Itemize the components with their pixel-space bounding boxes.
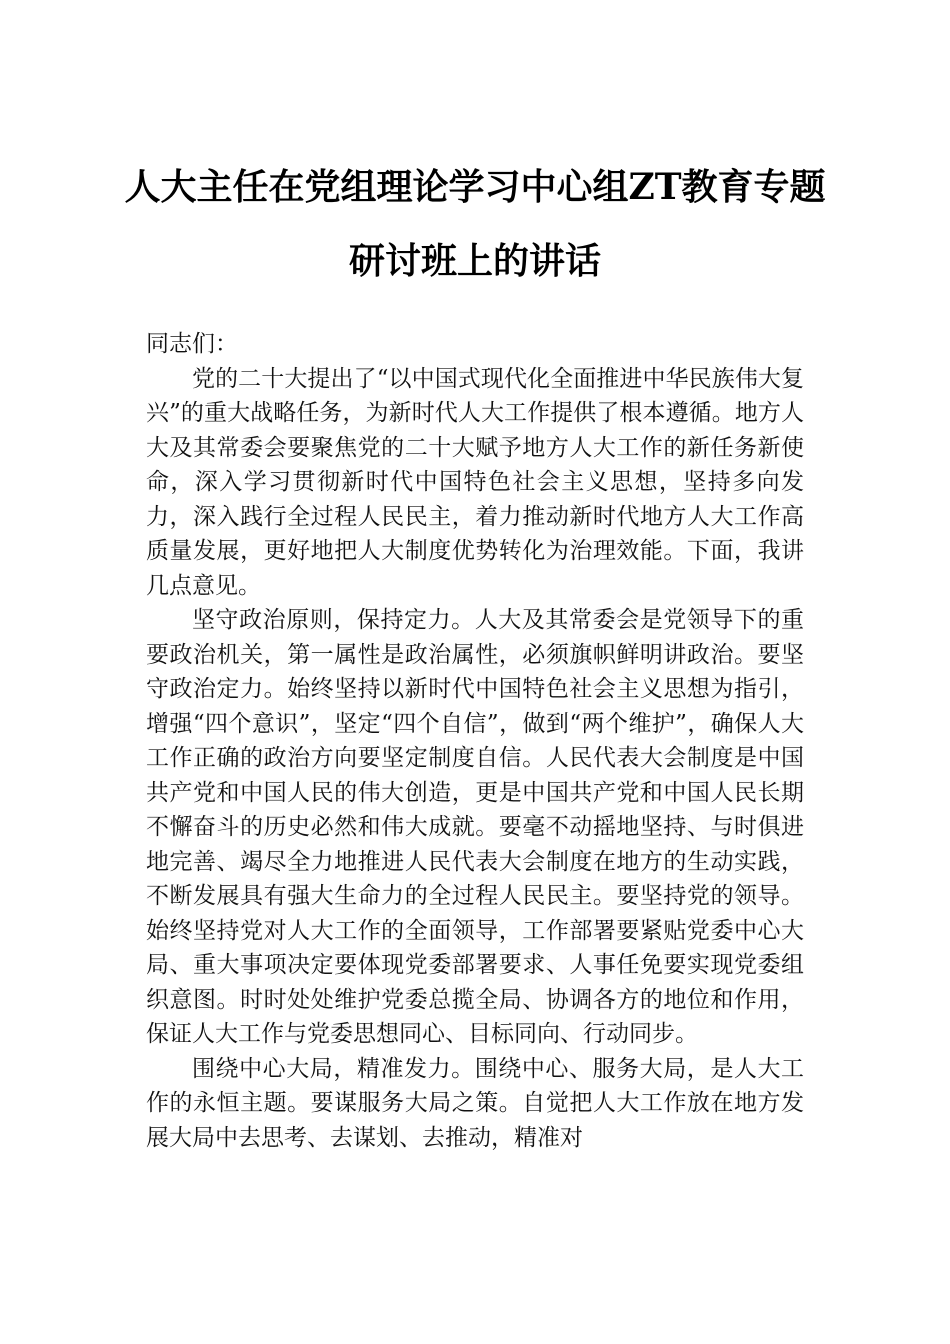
paragraph-central-tasks: 围绕中心大局，精准发力。围绕中心、服务大局，是人大工作的永恒主题。要谋服务大局之策。自觉把人大工作放在地方发展大局中去思考、去谋划、去推动，精准对 bbox=[146, 1055, 804, 1151]
document-body bbox=[146, 327, 804, 1155]
paragraph-intro: 党的二十大提出了“以中国式现代化全面推进中华民族伟大复兴”的重大战略任务，为新时代人大工作提供了根本遵循。地方人大及其常委会要聚焦党的二十大赋予地方人大工作的新任务新使命，深入学习贯彻新时代中国特色社会主义思想，坚持多向发力，深入践行全过程人民民主，着力推动新时代地方人大工作高质量发展，更好地把人大制度优势转化为治理效能。下面，我讲几点意见。 bbox=[146, 365, 804, 599]
paragraph-political-principles: 坚守政治原则，保持定力。人大及其常委会是党领导下的重要政治机关，第一属性是政治属性，必须旗帜鲜明讲政治。要坚守政治定力。始终坚持以新时代中国特色社会主义思想为指引，增强“四个意识”，坚定“四个自信”，做到“两个维护”，确保人大工作正确的政治方向要坚定制度自信。人民代表大会制度是中国共产党和中国人民的伟大创造，更是中国共产党和中国人民长期不懈奋斗的历史必然和伟大成就。要毫不动摇地坚持、与时俱进地完善、竭尽全力地推进人民代表大会制度在地方的生动实践，不断发展具有强大生命力的全过程人民民主。要坚持党的领导。始终坚持党对人大工作的全面领导，工作部署要紧贴党委中心大局、重大事项决定要体现党委部署要求、人事任免要实现党委组织意图。时时处处维护党委总揽全局、协调各方的地位和作用，保证人大工作与党委思想同心、目标同向、行动同步。 bbox=[146, 607, 804, 1047]
salutation: 同志们： bbox=[146, 331, 238, 357]
document-title: 人大主任在党组理论学习中心组ZT教育专题研讨班上的讲话 bbox=[124, 166, 826, 282]
